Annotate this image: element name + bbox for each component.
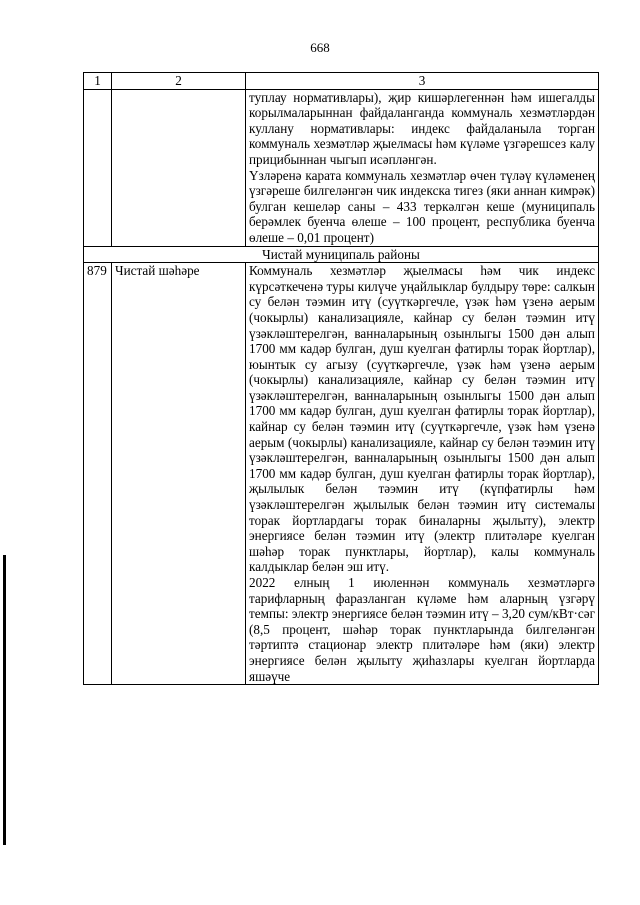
header-col-1: 1	[84, 73, 112, 90]
section-row	[84, 246, 599, 263]
header-col-3: 3	[246, 73, 599, 90]
table-row	[84, 89, 599, 246]
table-row	[84, 263, 599, 685]
section-title: Чистай муниципаль районы	[84, 246, 599, 263]
row-name-cell	[112, 89, 246, 246]
row-paragraph: Коммуналь хезмәтләр җыелмасы һәм чик индекс күрсәткеченә туры килүче уңайлыклар булдыру төре: салкын су белән тәэмин итү (суүткәргечле, үзәк һәм үзенә аерым (чокырлы) канализацияле, кайнар су белән тәэмин итү үзәкләштерелгән, ванналарының озынлыгы 1500 дән алып 1700 мм кадәр булган, душ куелган фатирлы торак йортлар), юынтык су агызу (суүткәргечле, үзәк һәм үзенә аерым (чокырлы) канализацияле, кайнар су белән тәэмин итү үзәкләштерелгән, ванналарының озынлыгы 1500 дән алып 1700 мм кадәр булган, душ куелган фатирлы торак йортлар), кайнар су белән тәэмин итү (суүткәргечле, үзәк һәм үзенә аерым (чокырлы) канализацияле, кайнар су белән тәэмин итү үзәкләштерелгән, ванналарының озынлыгы 1500 дән алып 1700 мм кадәр булган, душ куелган фатирлы торак йортлар), җылылык белән тәэмин итү (күпфатирлы һәм үзәкләштерелгән җылылык белән тәэмин итү системалы торак йортлардагы торак биналарны җылыту), электр энергиясе белән тәэмин итү (электр плитәләре куелган шәһәр торак пунктлары, йортлар), калы коммуналь калдыклар белән эш итү.	[249, 263, 595, 575]
page-number: 668	[310, 40, 330, 55]
row-description-cell	[246, 263, 599, 685]
header-col-2: 2	[112, 73, 246, 90]
row-number-cell: 879	[84, 263, 112, 685]
document-table	[83, 72, 599, 685]
row-paragraph: туплау нормативлары), җир кишәрлегеннән һәм ишегалды корылмаларыннан файдаланганда коммуналь хезмәтләрдән куллану нормативлары: индекс файдаланыла торган коммуналь хезмәтләр җыелмасы һәм күләме үзгәрешсез калу прицибыннан чыгып исәпләнгән.	[249, 89, 595, 167]
row-description-cell	[246, 89, 599, 246]
margin-rule	[3, 555, 6, 845]
row-paragraph: 2022 елның 1 июленнән коммуналь хезмәтләргә тарифларның фаразланган күләме һәм аларның үзгәрү темпы: электр энергиясе белән тәэмин итү – 3,20 сум/кВт·сәг (8,5 процент, шәһәр торак пунктларында билгеләнгән тәртиптә стационар электр плитәләре һәм (яки) электр энергиясе белән җылыту җиһазлары куелган йортларда яшәүче	[249, 575, 595, 684]
row-name-cell: Чистай шәһәре	[112, 263, 246, 685]
row-number-cell	[84, 89, 112, 246]
row-paragraph: Үзләренә карата коммуналь хезмәтләр өчен түләү күләменең үзгәреше билгеләнгән чик индекска тигез (яки аннан кимрәк) булган кешеләр саны – 433 теркәлгән кеше (муниципаль берәмлек буенча өлеше – 100 процент, республика буенча өлеше – 0,01 процент)	[249, 167, 595, 245]
table-header-row	[84, 73, 599, 90]
